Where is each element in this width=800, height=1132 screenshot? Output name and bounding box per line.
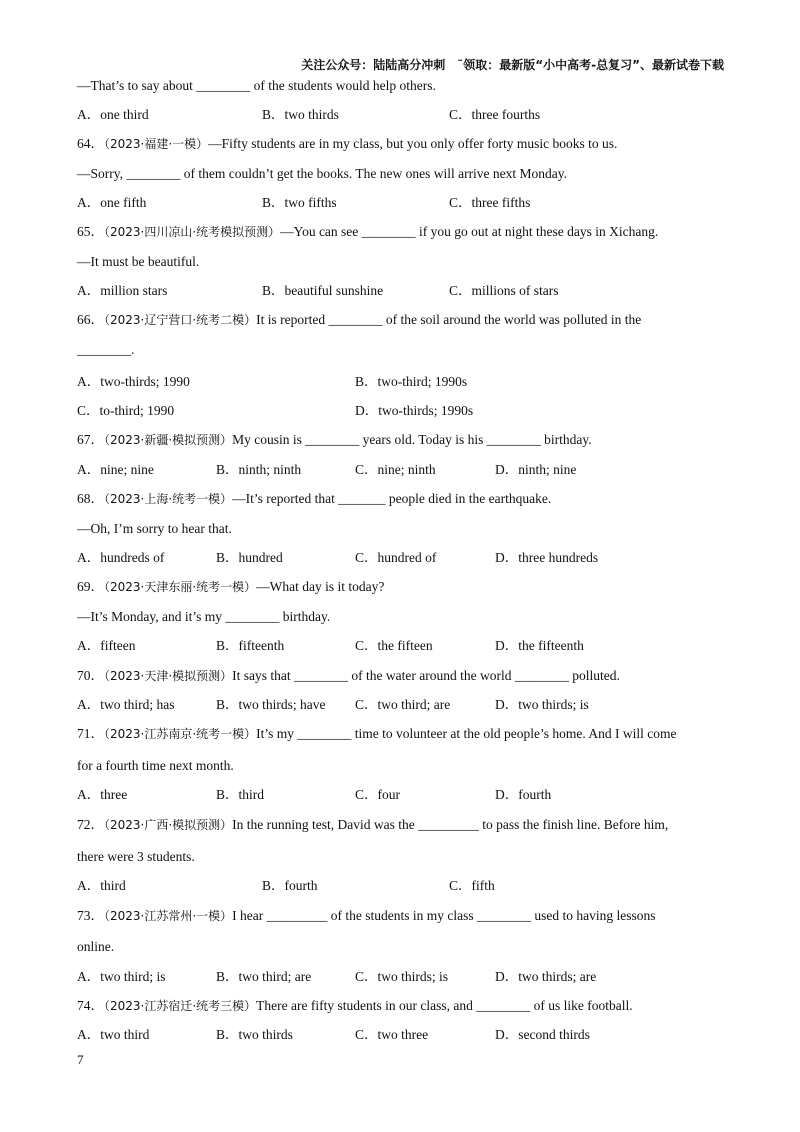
answer-option: A．nine; nine: [77, 462, 154, 477]
answer-option: A．two third: [77, 1027, 150, 1042]
question-num: 70．: [77, 668, 104, 683]
answer-option: D．three hundreds: [495, 550, 599, 565]
answer-option: D．two-thirds; 1990s: [355, 403, 474, 418]
answer-options: [77, 281, 727, 301]
question-source: （2023·辽宁营口·统考二模）: [104, 313, 257, 327]
question-source: （2023·江苏宿迁·统考三模）: [104, 999, 257, 1013]
answer-option: A．one third: [77, 107, 149, 122]
answer-options: [77, 548, 727, 568]
answer-option: B．hundred: [216, 550, 283, 565]
question-line: [77, 519, 232, 539]
question-text: It’s my ________ time to volunteer at the old people’s home. And I will come: [256, 726, 677, 741]
answer-option: B．two-third; 1990s: [355, 374, 468, 389]
answer-option: A．one fifth: [77, 195, 147, 210]
question-text: —You can see ________ if you go out at night these days in Xichang.: [280, 224, 659, 239]
answer-option: A．two third; is: [77, 969, 166, 984]
answer-option: C．millions of stars: [449, 283, 559, 298]
answer-option: D．two thirds; are: [495, 969, 597, 984]
answer-option: A．two third; has: [77, 697, 175, 712]
answer-option: C．to-third; 1990: [77, 403, 175, 418]
answer-option: C．two three: [355, 1027, 429, 1042]
question-text: —Fifty students are in my class, but you only offer forty music books to us.: [208, 136, 618, 151]
answer-option: A．three: [77, 787, 128, 802]
question-num: 72．: [77, 817, 104, 832]
answer-option: D．fourth: [495, 787, 552, 802]
question-stem: [77, 815, 668, 835]
question-stem: [77, 577, 384, 597]
answer-option: C．fifth: [449, 878, 495, 893]
question-num: 64．: [77, 136, 104, 151]
question-num: 66．: [77, 312, 104, 327]
question-num: 74．: [77, 998, 104, 1013]
question-source: （2023·天津·模拟预测）: [104, 669, 233, 683]
answer-option: A．million stars: [77, 283, 168, 298]
answer-option: C．two thirds; is: [355, 969, 449, 984]
question-stem: [77, 310, 641, 330]
answer-option: C．three fifths: [449, 195, 531, 210]
answer-option: B．two thirds; have: [216, 697, 326, 712]
question-text: There are fifty students in our class, and ________ of us like football.: [256, 998, 633, 1013]
question-source: （2023·四川凉山·统考模拟预测）: [104, 225, 281, 239]
answer-options: [77, 785, 727, 805]
question-source: （2023·江苏常州·一模）: [104, 909, 233, 923]
question-text: there were 3 students.: [77, 849, 195, 864]
question-line: [77, 76, 436, 96]
question-line: [77, 164, 567, 184]
question-source: （2023·福建·一模）: [104, 137, 209, 151]
question-num: 67．: [77, 432, 104, 447]
question-source: （2023·江苏南京·统考一模）: [104, 727, 257, 741]
question-line: [77, 756, 234, 776]
question-stem: [77, 430, 592, 450]
question-stem: [77, 222, 658, 242]
question-stem: [77, 724, 676, 744]
answer-option: B．two third; are: [216, 969, 312, 984]
answer-option: B．fifteenth: [216, 638, 285, 653]
question-source: （2023·上海·统考一模）: [104, 492, 233, 506]
question-text: —Sorry, ________ of them couldn’t get the books. The new ones will arrive next Monday.: [77, 166, 568, 181]
answer-option: A．two-thirds; 1990: [77, 374, 190, 389]
answer-options: [77, 460, 727, 480]
question-num: 68．: [77, 491, 104, 506]
question-stem: [77, 489, 551, 509]
answer-options: [77, 876, 727, 896]
question-stem: [77, 666, 620, 686]
answer-option: D．the fifteenth: [495, 638, 584, 653]
question-text: for a fourth time next month.: [77, 758, 234, 773]
answer-options: [77, 636, 727, 656]
question-source: （2023·广西·模拟预测）: [104, 818, 233, 832]
question-text: ________.: [77, 342, 135, 357]
answer-options: [77, 967, 727, 987]
question-stem: [77, 906, 656, 926]
answer-option: C．hundred of: [355, 550, 437, 565]
answer-option: B．two fifths: [262, 195, 337, 210]
question-text: —Oh, I’m sorry to hear that.: [77, 521, 232, 536]
page-number: 7: [77, 1052, 84, 1067]
question-text: It says that ________ of the water around the world ________ polluted.: [232, 668, 620, 683]
question-text: —It’s Monday, and it’s my ________ birthday.: [77, 609, 331, 624]
answer-option: A．fifteen: [77, 638, 136, 653]
answer-option: A．third: [77, 878, 126, 893]
question-text: I hear _________ of the students in my class ________ used to having lessons: [232, 908, 656, 923]
question-line: [77, 847, 195, 867]
answer-option: C．two third; are: [355, 697, 451, 712]
answer-option: A．hundreds of: [77, 550, 165, 565]
page-header: 关注公众号：陆陆高分冲刺 ˜领取：最新版“小中高考-总复习”、最新试卷下载: [301, 58, 724, 72]
question-stem: [77, 134, 617, 154]
question-text: —What day is it today?: [256, 579, 385, 594]
question-text: —It must be beautiful.: [77, 254, 200, 269]
question-num: 71．: [77, 726, 104, 741]
answer-option: B．two thirds: [216, 1027, 293, 1042]
answer-option: C．four: [355, 787, 400, 802]
answer-options: [77, 193, 727, 213]
answer-options: [77, 695, 727, 715]
question-line: [77, 937, 114, 957]
answer-option: B．beautiful sunshine: [262, 283, 384, 298]
answer-option: D．two thirds; is: [495, 697, 589, 712]
question-text: My cousin is ________ years old. Today is his ________ birthday.: [232, 432, 592, 447]
question-text: online.: [77, 939, 115, 954]
question-text: —That’s to say about ________ of the students would help others.: [77, 78, 436, 93]
question-num: 65．: [77, 224, 104, 239]
question-source: （2023·天津东丽·统考一模）: [104, 580, 257, 594]
answer-option: C．three fourths: [449, 107, 541, 122]
answer-option: C．nine; ninth: [355, 462, 436, 477]
question-line: [77, 340, 134, 360]
answer-option: B．third: [216, 787, 265, 802]
question-stem: [77, 996, 633, 1016]
answer-options: [77, 105, 727, 125]
question-text: In the running test, David was the _________ to pass the finish line. Before him,: [232, 817, 669, 832]
answer-options: [77, 372, 727, 392]
answer-option: D．second thirds: [495, 1027, 590, 1042]
answer-options: [77, 401, 727, 421]
answer-option: B．ninth; ninth: [216, 462, 302, 477]
answer-options: [77, 1025, 727, 1045]
question-line: [77, 252, 199, 272]
question-source: （2023·新疆·模拟预测）: [104, 433, 233, 447]
answer-option: C．the fifteen: [355, 638, 433, 653]
question-num: 73．: [77, 908, 104, 923]
question-line: [77, 607, 330, 627]
answer-option: B．two thirds: [262, 107, 339, 122]
question-text: It is reported ________ of the soil around the world was polluted in the: [256, 312, 642, 327]
answer-option: D．ninth; nine: [495, 462, 577, 477]
question-num: 69．: [77, 579, 104, 594]
answer-option: B．fourth: [262, 878, 318, 893]
question-text: —It’s reported that _______ people died in the earthquake.: [232, 491, 552, 506]
